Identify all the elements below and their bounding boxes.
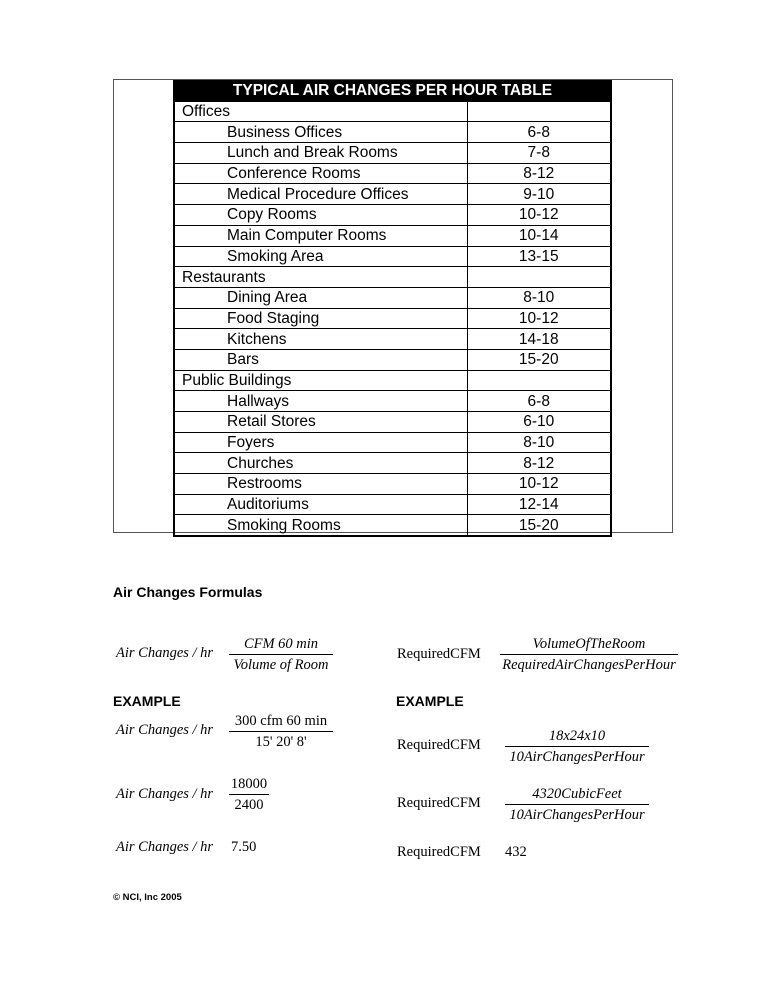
table-row	[174, 246, 611, 267]
table-row	[174, 184, 611, 205]
step-denominator: 10AirChangesPerHour	[509, 749, 645, 765]
space-type-label: Copy Rooms	[174, 205, 467, 226]
step-lhs: RequiredCFM	[397, 795, 481, 811]
formula-lhs: Air Changes / hr	[116, 645, 214, 661]
copyright-footer: © NCI, Inc 2005	[113, 892, 182, 903]
air-changes-value: 8-12	[467, 163, 611, 184]
table-row	[174, 453, 611, 474]
formula-numerator: VolumeOfTheRoom	[532, 636, 646, 652]
step-numerator: 18x24x10	[548, 728, 606, 744]
table-row	[174, 494, 611, 515]
air-changes-value: 9-10	[467, 184, 611, 205]
step-lhs: RequiredCFM	[397, 737, 481, 753]
air-changes-value: 6-8	[467, 122, 611, 143]
table-body	[174, 101, 611, 536]
formula-lhs: RequiredCFM	[397, 646, 481, 662]
air-changes-value: 15-20	[467, 349, 611, 370]
fraction-bar	[500, 654, 678, 655]
air-changes-value: 6-10	[467, 412, 611, 433]
space-type-label: Lunch and Break Rooms	[174, 143, 467, 164]
space-type-label: Bars	[174, 349, 467, 370]
table-title-row	[174, 81, 611, 102]
step-denominator: 10AirChangesPerHour	[509, 807, 645, 823]
category-label: Offices	[174, 101, 467, 122]
step-fraction	[229, 712, 333, 751]
air-changes-value: 7-8	[467, 143, 611, 164]
formula-denominator: RequiredAirChangesPerHour	[502, 657, 676, 673]
step-lhs: Air Changes / hr	[116, 786, 214, 802]
step-lhs: RequiredCFM	[397, 844, 481, 860]
table-row	[174, 287, 611, 308]
space-type-label: Smoking Rooms	[174, 515, 467, 536]
space-type-label: Smoking Area	[174, 246, 467, 267]
formulas-heading: Air Changes Formulas	[113, 584, 263, 600]
table-row	[174, 329, 611, 350]
space-type-label: Restrooms	[174, 474, 467, 495]
step-lhs: Air Changes / hr	[116, 722, 214, 738]
table-row	[174, 349, 611, 370]
fraction-bar	[229, 731, 333, 732]
air-changes-value	[467, 267, 611, 288]
air-changes-value: 10-12	[467, 205, 611, 226]
table-title: TYPICAL AIR CHANGES PER HOUR TABLE	[174, 81, 611, 102]
category-label: Restaurants	[174, 267, 467, 288]
space-type-label: Conference Rooms	[174, 163, 467, 184]
category-row	[174, 267, 611, 288]
table-row	[174, 432, 611, 453]
space-type-label: Medical Procedure Offices	[174, 184, 467, 205]
step-lhs: Air Changes / hr	[116, 839, 214, 855]
space-type-label: Business Offices	[174, 122, 467, 143]
space-type-label: Food Staging	[174, 308, 467, 329]
table-row	[174, 391, 611, 412]
example-heading-left: EXAMPLE	[113, 693, 181, 709]
formula-denominator: Volume of Room	[233, 657, 329, 673]
air-changes-value: 12-14	[467, 494, 611, 515]
formula-fraction	[229, 635, 333, 674]
air-changes-value: 6-8	[467, 391, 611, 412]
table-row	[174, 308, 611, 329]
space-type-label: Dining Area	[174, 287, 467, 308]
air-changes-value	[467, 101, 611, 122]
space-type-label: Foyers	[174, 432, 467, 453]
step-fraction	[229, 775, 269, 814]
space-type-label: Churches	[174, 453, 467, 474]
air-changes-table	[173, 80, 612, 537]
space-type-label: Kitchens	[174, 329, 467, 350]
space-type-label: Retail Stores	[174, 412, 467, 433]
fraction-bar	[505, 746, 649, 747]
space-type-label: Main Computer Rooms	[174, 225, 467, 246]
air-changes-value: 15-20	[467, 515, 611, 536]
category-row	[174, 370, 611, 391]
table-row	[174, 163, 611, 184]
example-heading-right: EXAMPLE	[396, 693, 464, 709]
fraction-bar	[229, 794, 269, 795]
space-type-label: Hallways	[174, 391, 467, 412]
air-changes-value: 10-12	[467, 308, 611, 329]
space-type-label: Auditoriums	[174, 494, 467, 515]
table-row	[174, 122, 611, 143]
step-fraction	[505, 785, 649, 824]
step-result: 7.50	[231, 839, 257, 855]
air-changes-value: 10-14	[467, 225, 611, 246]
table-row	[174, 205, 611, 226]
table-row	[174, 515, 611, 536]
air-changes-value: 14-18	[467, 329, 611, 350]
air-changes-value	[467, 370, 611, 391]
table-row	[174, 474, 611, 495]
fraction-bar	[229, 654, 333, 655]
step-numerator: 4320CubicFeet	[532, 786, 622, 802]
air-changes-value: 8-10	[467, 287, 611, 308]
formula-fraction	[500, 635, 678, 674]
step-fraction	[505, 727, 649, 766]
step-numerator: 18000	[230, 776, 268, 792]
step-denominator: 2400	[234, 797, 264, 813]
air-changes-value: 10-12	[467, 474, 611, 495]
air-changes-value: 13-15	[467, 246, 611, 267]
formula-numerator: CFM 60 min	[243, 636, 319, 652]
table-row	[174, 412, 611, 433]
category-row	[174, 101, 611, 122]
fraction-bar	[505, 804, 649, 805]
category-label: Public Buildings	[174, 370, 467, 391]
step-numerator: 300 cfm 60 min	[234, 713, 328, 729]
air-changes-value: 8-10	[467, 432, 611, 453]
table-row	[174, 225, 611, 246]
step-denominator: 15' 20' 8'	[255, 734, 307, 750]
air-changes-value: 8-12	[467, 453, 611, 474]
step-result: 432	[505, 844, 527, 860]
table-row	[174, 143, 611, 164]
